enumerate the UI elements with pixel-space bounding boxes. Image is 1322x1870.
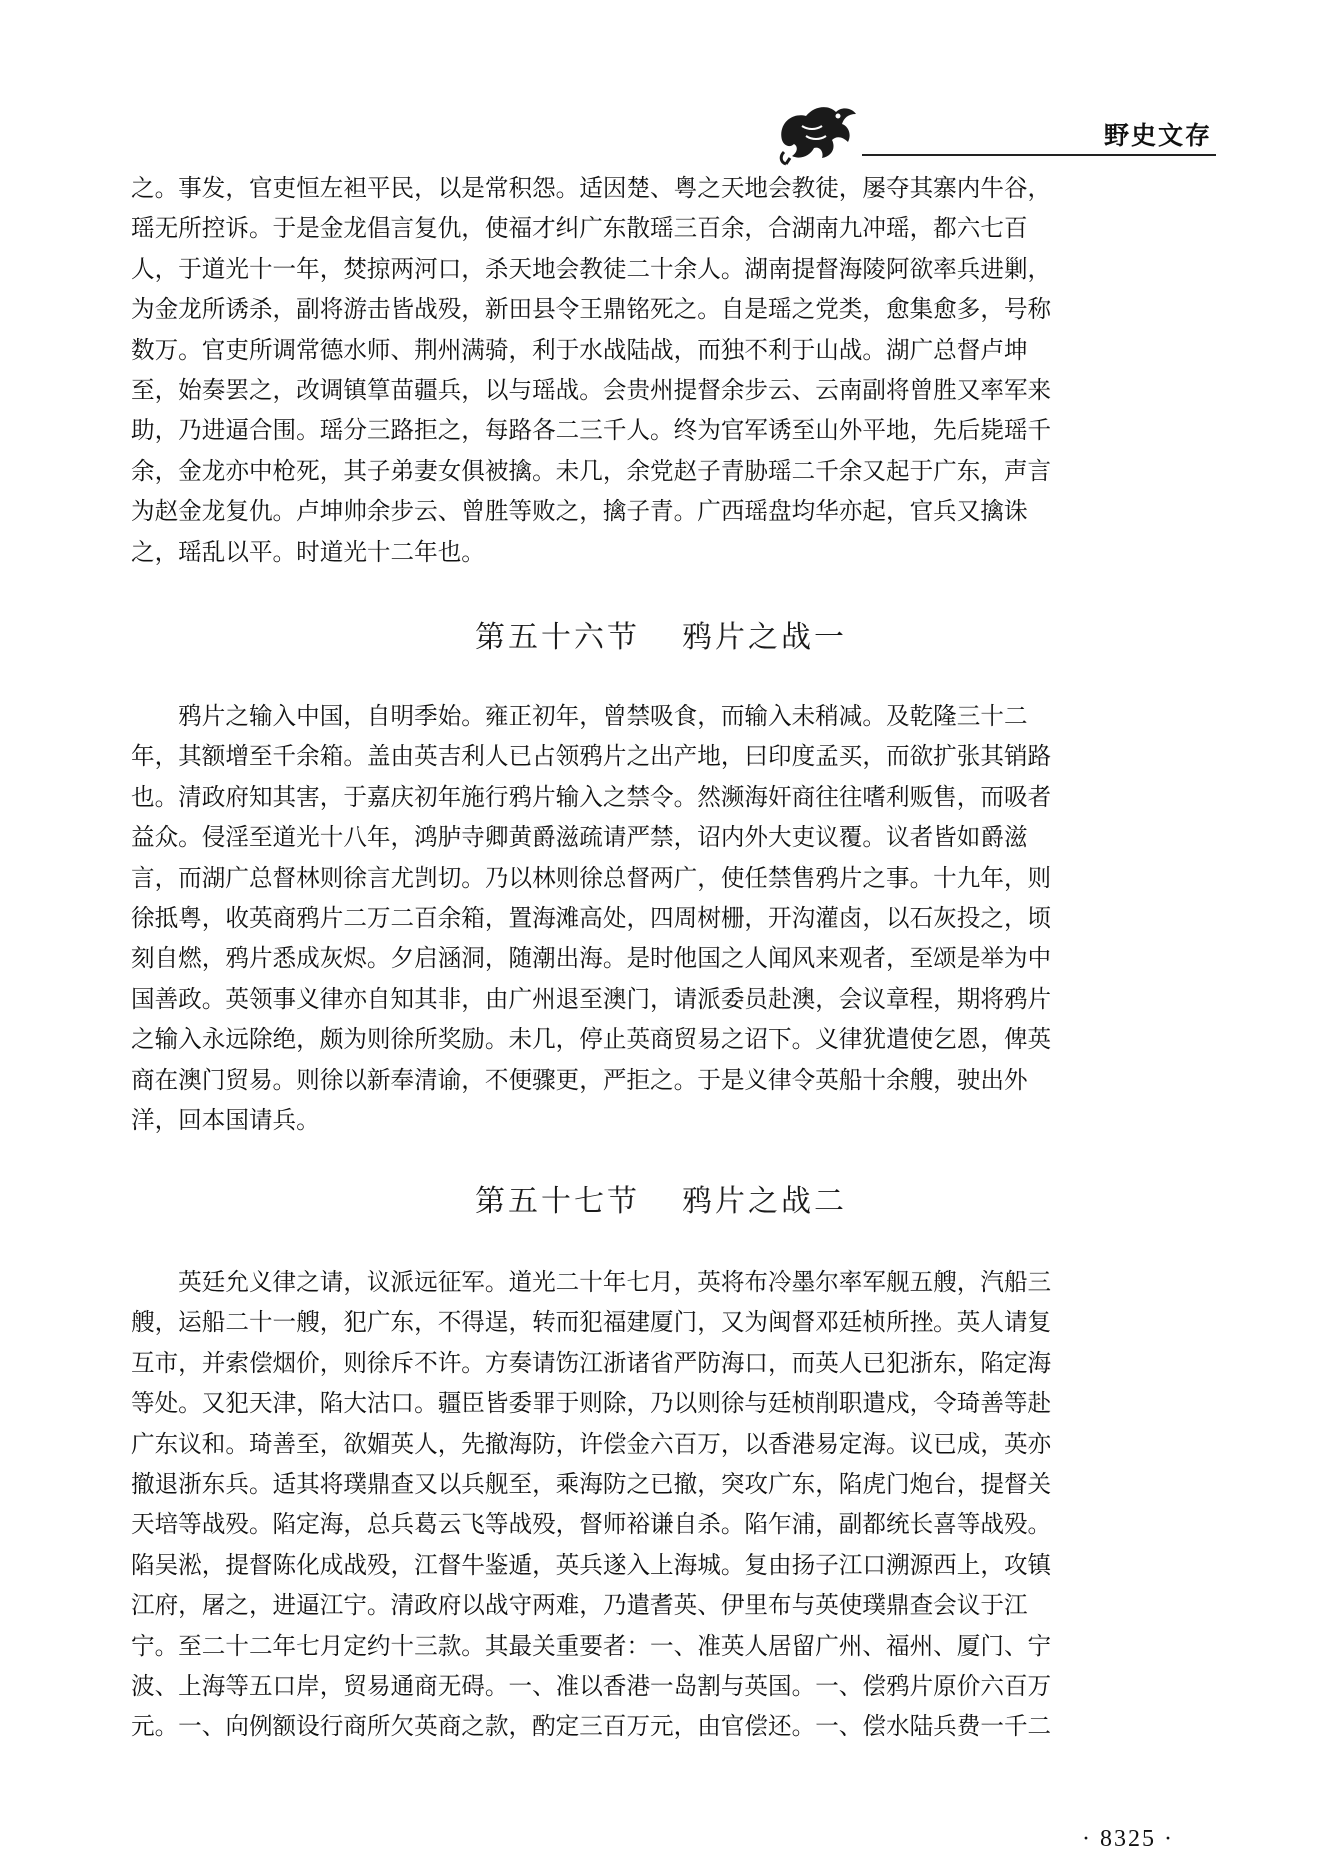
text-line: 人，于道光十一年，焚掠两河口，杀天地会教徒二十余人。湖南提督海陵阿欲率兵进剿， [131, 254, 1052, 283]
text-line: 陷吴淞，提督陈化成战殁，江督牛鉴遁，英兵遂入上海城。复由扬子江口溯源西上，攻镇 [131, 1550, 1052, 1579]
text-line: 之，瑶乱以平。时道光十二年也。 [131, 537, 485, 566]
section-56-body [131, 696, 1191, 1140]
text-line: 言，而湖广总督林则徐言尤剀切。乃以林则徐总督两广，使任禁售鸦片之事。十九年，则 [131, 863, 1052, 892]
text-line: 英廷允义律之请，议派远征军。道光二十年七月，英将布冷墨尔率军舰五艘，汽船三 [131, 1268, 1052, 1296]
text-line: 年，其额增至千余箱。盖由英吉利人已占领鸦片之出产地，曰印度孟买，而欲扩张其销路 [131, 742, 1052, 771]
text-line: 鸦片之输入中国，自明季始。雍正初年，曾禁吸食，而输入未稍减。及乾隆三十二 [131, 702, 1028, 730]
publication-brand: 野史文存 [1103, 121, 1212, 150]
section-57-body [131, 1262, 1191, 1747]
text-line: 商在澳门贸易。则徐以新奉清谕，不便骤更，严拒之。于是义律令英船十余艘，驶出外 [131, 1065, 1028, 1094]
text-line: 也。清政府知其害，于嘉庆初年施行鸦片输入之禁令。然濒海奸商往往嗜利贩售，而吸者 [131, 782, 1052, 811]
section-57-heading [131, 1176, 1191, 1220]
text-line: 至，始奏罢之，改调镇筸苗疆兵，以与瑶战。会贵州提督余步云、云南副将曾胜又率军来 [131, 375, 1052, 404]
text-line: 国善政。英领事义律亦自知其非，由广州退至澳门，请派委员赴澳，会议章程，期将鸦片 [131, 984, 1052, 1013]
text-line: 为金龙所诱杀，副将游击皆战殁，新田县令王鼎铭死之。自是瑶之党类，愈集愈多，号称 [131, 295, 1052, 324]
text-line: 广东议和。琦善至，欲媚英人，先撤海防，许偿金六百万，以香港易定海。议已成，英亦 [131, 1429, 1052, 1458]
text-line: 互市，并索偿烟价，则徐斥不许。方奏请饬江浙诸省严防海口，而英人已犯浙东，陷定海 [131, 1348, 1052, 1377]
text-line: 之输入永远除绝，颇为则徐所奖励。未几，停止英商贸易之诏下。义律犹遣使乞恩，俾英 [131, 1025, 1052, 1054]
text-line: 洋，回本国请兵。 [131, 1105, 320, 1134]
text-line: 波、上海等五口岸，贸易通商无碍。一、准以香港一岛割与英国。一、偿鸦片原价六百万 [131, 1671, 1052, 1700]
section-title: 鸦片之战一 [682, 620, 847, 655]
text-line: 艘，运船二十一艘，犯广东，不得逞，转而犯福建厦门，又为闽督邓廷桢所挫。英人请复 [131, 1308, 1052, 1337]
text-line: 余，金龙亦中枪死，其子弟妻女俱被擒。未几，余党赵子青胁瑶二千余又起于广东，声言 [131, 456, 1052, 485]
text-line: 之。事发，官吏恒左袒平民，以是常积怨。适因楚、粤之天地会教徒，屡夺其寨内牛谷， [131, 174, 1052, 202]
text-line: 等处。又犯天津，陷大沽口。疆臣皆委罪于则除，乃以则徐与廷桢削职遣戍，令琦善等赴 [131, 1389, 1052, 1418]
text-line: 撤退浙东兵。适其将璞鼎查又以兵舰至，乘海防之已撤，突攻广东，陷虎门炮台，提督关 [131, 1469, 1052, 1498]
text-line: 瑶无所控诉。于是金龙倡言复仇，使福才纠广东散瑶三百余，合湖南九冲瑶，都六七百 [131, 214, 1028, 243]
text-line: 为赵金龙复仇。卢坤帅余步云、曾胜等败之，擒子青。广西瑶盘均华亦起，官兵又擒诛 [131, 497, 1028, 526]
text-line: 助，乃进逼合围。瑶分三路拒之，每路各二三千人。终为官军诱至山外平地，先后毙瑶千 [131, 416, 1052, 445]
header-rule [862, 154, 1216, 156]
paragraph-continuation [131, 168, 1191, 572]
section-number: 第五十七节 [475, 1184, 640, 1219]
section-56-heading [131, 612, 1191, 656]
page-number: · 8325 · [1082, 1826, 1174, 1852]
section-title: 鸦片之战二 [682, 1184, 847, 1219]
text-line: 宁。至二十二年七月定约十三款。其最关重要者：一、准英人居留广州、福州、厦门、宁 [131, 1631, 1052, 1660]
text-line: 徐抵粤，收英商鸦片二万二百余箱，置海滩高处，四周树栅，开沟灌卤，以石灰投之，顷 [131, 903, 1052, 932]
text-line: 元。一、向例额设行商所欠英商之款，酌定三百万元，由官偿还。一、偿水陆兵费一千二 [131, 1712, 1052, 1741]
page-header [776, 88, 1216, 162]
text-line: 刻自燃，鸦片悉成灰烬。夕启涵洞，随潮出海。是时他国之人闻风来观者，至颂是举为中 [131, 944, 1052, 973]
text-line: 益众。侵淫至道光十八年，鸿胪寺卿黄爵滋疏请严禁，诏内外大吏议覆。议者皆如爵滋 [131, 823, 1028, 852]
text-line: 天培等战殁。陷定海，总兵葛云飞等战殁，督师裕谦自杀。陷乍浦，副都统长喜等战殁。 [131, 1510, 1052, 1539]
dragon-logo-icon [776, 96, 862, 166]
text-line: 数万。官吏所调常德水师、荆州满骑，利于水战陆战，而独不利于山战。湖广总督卢坤 [131, 335, 1028, 364]
section-number: 第五十六节 [475, 620, 640, 655]
text-line: 江府，屠之，进逼江宁。清政府以战守两难，乃遣耆英、伊里布与英使璞鼎查会议于江 [131, 1591, 1028, 1620]
